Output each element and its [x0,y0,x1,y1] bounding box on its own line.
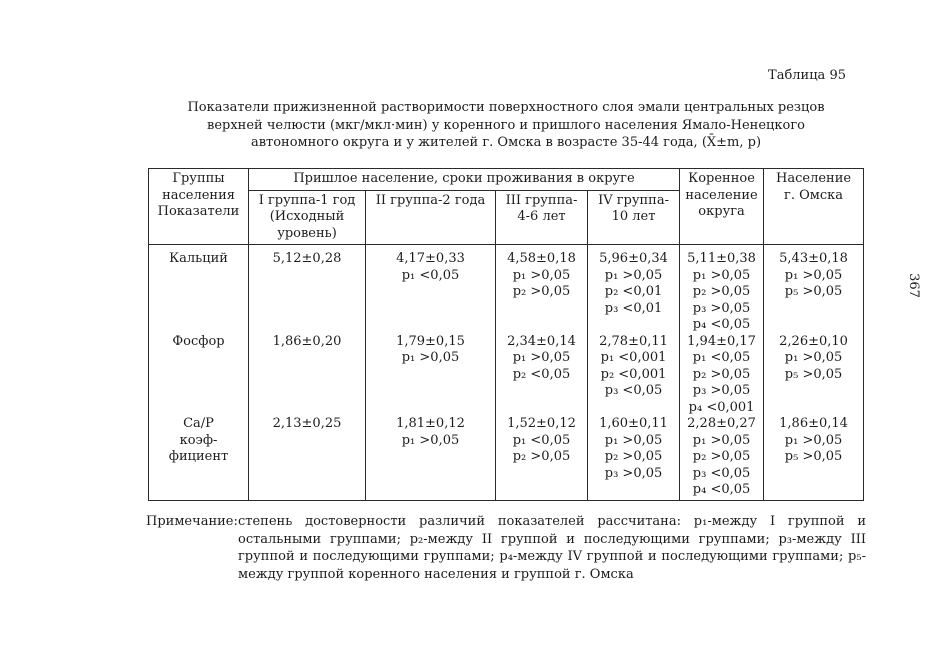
cell-line: p₂ >0,05 [692,366,751,382]
cell-line: p₅ >0,05 [784,366,843,382]
cell-g3 [496,245,588,334]
header-native-population [680,169,764,245]
table-caption [150,99,862,152]
page-number: 367 [905,273,921,298]
cell-line: p₅ >0,05 [784,449,843,464]
cell-line: p₃ >0,05 [692,383,751,398]
header-omsk-population [764,169,864,245]
cell-line: 1,60±0,11 [599,416,668,431]
header-migrant-population: Пришлое население, сроки проживания в округе [249,169,680,191]
cell-g3 [496,334,588,417]
header-line: г. Омска [784,187,844,203]
cell-line: 1,52±0,12 [507,416,576,431]
cell-line: p₂ >0,05 [692,449,751,464]
cell-g3 [496,416,588,500]
cell-line: p₄ <0,05 [692,317,751,332]
cell-g4 [588,245,680,334]
row-label [149,334,249,417]
cell-line: 4,17±0,33 [396,251,465,266]
table-body [149,245,864,501]
data-table [148,168,864,501]
cell-g1 [249,245,366,334]
table-number: Таблица 95 [768,68,846,83]
cell-line: Ca/P [183,416,214,431]
cell-line: p₂ <0,05 [512,366,571,382]
cell-line: p₁ >0,05 [512,350,571,365]
cell-line: p₂ <0,01 [604,284,663,299]
cell-g2 [366,416,496,500]
cell-omsk [764,334,864,417]
cell-line: p₁ >0,05 [604,267,663,283]
header-line: IV группа- [598,192,669,208]
table-row [149,245,864,334]
cell-native [680,245,764,334]
cell-omsk [764,245,864,334]
row-label [149,245,249,334]
cell-g4 [588,334,680,417]
header-line: II группа-2 года [375,192,486,208]
cell-line: p₄ <0,001 [688,399,755,415]
cell-line: p₃ >0,05 [604,465,663,481]
cell-line: 2,13±0,25 [272,416,342,431]
cell-line: 1,86±0,14 [779,416,848,431]
cell-line: коэф- [179,432,218,448]
cell-line: p₁ >0,05 [784,350,843,365]
header-group-1 [249,190,366,245]
cell-g1 [249,416,366,500]
note-text: степень достоверности различий показателей рассчитана: p₁-между I группой и остальными группами; p₂-между II группой и последующими группами; p₃-между III группой и последующими группами; p₄-между IV группой и последующими группами; p₅-между группой коренного населения и группой г. Омска [238,514,866,582]
table-row [149,334,864,417]
cell-line: p₂ >0,05 [512,284,571,299]
cell-native [680,334,764,417]
cell-line: 5,96±0,34 [599,251,668,266]
cell-line: 1,79±0,15 [396,333,465,349]
cell-line: p₁ <0,05 [512,432,571,448]
cell-line: Фосфор [172,333,225,349]
cell-line: p₁ <0,05 [692,350,751,365]
cell-line: p₁ >0,05 [692,432,751,448]
cell-line: 1,86±0,20 [272,333,342,349]
cell-line: p₅ >0,05 [784,284,843,299]
cell-line: p₁ >0,05 [401,432,460,448]
cell-line: фициент [168,449,229,464]
cell-line: p₁ >0,05 [512,267,571,283]
cell-line: p₃ <0,05 [692,465,751,481]
cell-line: p₁ >0,05 [784,267,843,283]
cell-omsk [764,416,864,500]
note-label: Примечание: [146,514,238,529]
caption-line: Показатели прижизненной растворимости поверхностного слоя эмали центральных резцов [187,100,825,115]
cell-line: 2,34±0,14 [507,333,576,349]
cell-line: 1,81±0,12 [396,416,465,431]
header-line: III группа- [505,192,578,208]
header-group-3 [496,190,588,245]
cell-g2 [366,245,496,334]
header-line: 4-6 лет [517,209,566,224]
cell-line: 2,78±0,11 [599,333,668,349]
cell-line: 4,58±0,18 [507,251,576,266]
cell-g2 [366,334,496,417]
cell-g1 [249,334,366,417]
cell-line: Кальций [169,251,228,266]
cell-line: 5,12±0,28 [272,251,342,266]
cell-line: p₁ >0,05 [784,432,843,448]
cell-line: p₃ <0,01 [604,300,663,316]
cell-line: p₁ <0,001 [600,350,667,365]
header-group-2 [366,190,496,245]
cell-line: p₃ >0,05 [692,300,751,316]
cell-line: p₂ <0,001 [600,366,667,382]
header-line: Коренное [688,171,755,186]
caption-line: автономного округа и у жителей г. Омска в возрасте 35-44 года, (X̄±m, p) [250,135,762,150]
cell-line: 2,26±0,10 [779,333,848,349]
row-label [149,416,249,500]
header-line: Группы [172,171,225,186]
cell-native [680,416,764,500]
cell-line: p₄ <0,05 [692,482,751,497]
header-line: Показатели [157,204,240,219]
table-row [149,416,864,500]
cell-line: p₂ >0,05 [512,449,571,464]
header-line: население [685,187,758,203]
cell-line: p₃ <0,05 [604,383,663,398]
cell-line: p₂ >0,05 [604,449,663,464]
cell-line: p₁ >0,05 [604,432,663,448]
header-line: I группа-1 год [258,192,356,208]
header-line: населения [162,187,235,203]
table-header-row [149,169,864,191]
header-line: 10 лет [611,209,656,224]
cell-line: p₁ >0,05 [401,350,460,365]
header-line: (Исходный [269,209,345,224]
header-line: округа [698,204,745,219]
header-group-4 [588,190,680,245]
cell-line: p₁ >0,05 [692,267,751,283]
cell-line: 1,94±0,17 [687,333,756,349]
header-line: Население [776,171,852,186]
cell-line: 5,43±0,18 [779,251,848,266]
cell-line: p₂ >0,05 [692,284,751,299]
caption-line: верхней челюсти (мкг/мкл·мин) у коренного и пришлого населения Ямало-Ненецкого [207,117,805,133]
cell-g4 [588,416,680,500]
cell-line: 5,11±0,38 [687,251,756,266]
header-line: уровень) [277,225,337,241]
header-groups-indicators [149,169,249,245]
cell-line: p₁ <0,05 [401,267,460,283]
cell-line: 2,28±0,27 [687,416,756,431]
